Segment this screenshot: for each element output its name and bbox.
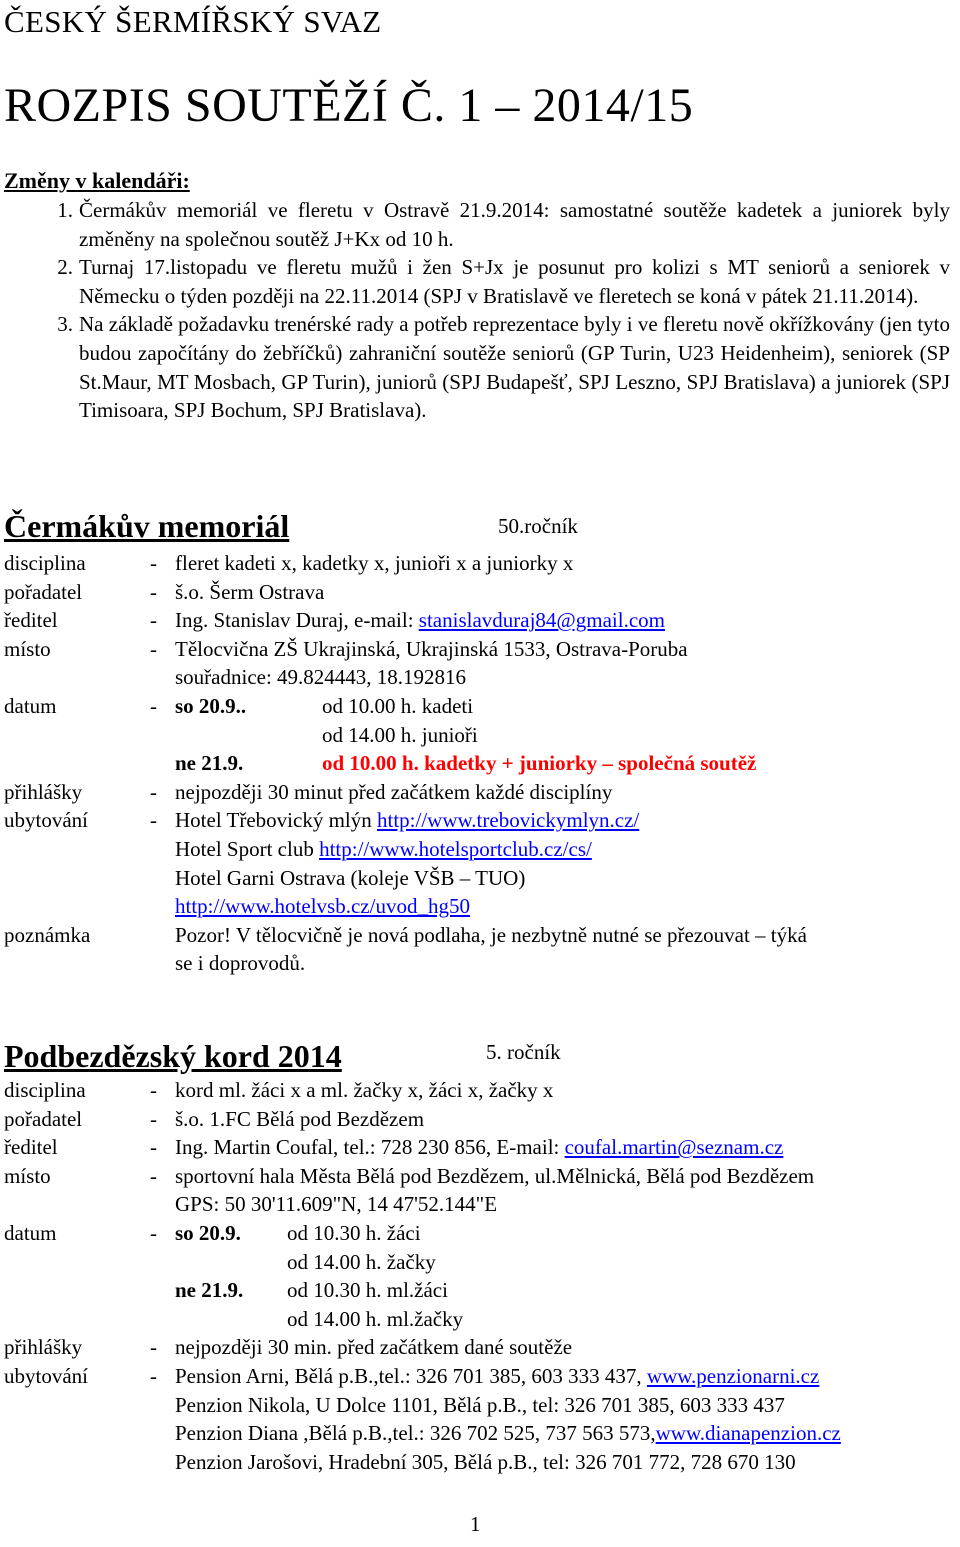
changes-list	[4, 196, 950, 425]
detail-row-poznamka	[4, 949, 960, 978]
detail-dash: -	[150, 1163, 157, 1188]
detail-label: místo	[4, 636, 51, 661]
hotel-name: Hotel Garni Ostrava (koleje VŠB – TUO)	[175, 865, 526, 890]
detail-value: souřadnice: 49.824443, 18.192816	[175, 665, 467, 690]
detail-row-misto-gps	[4, 1190, 960, 1219]
changes-heading: Změny v kalendáři:	[4, 168, 190, 193]
change-item	[4, 253, 950, 310]
kord-title: Podbezdězský kord 2014	[4, 1038, 342, 1074]
detail-row-ubytovani	[4, 1419, 960, 1448]
detail-row-poznamka	[4, 921, 960, 950]
detail-dash: -	[150, 551, 157, 575]
detail-dash: -	[150, 1220, 157, 1245]
hotel-name: Hotel Třebovický mlýn	[175, 808, 377, 833]
date-time: od 10.30 h. žáci	[287, 1220, 421, 1245]
date-day: ne 21.9.	[175, 1278, 244, 1303]
detail-row-ubytovani	[4, 1362, 960, 1391]
detail-row-datum	[4, 749, 960, 778]
detail-label: ubytování	[4, 808, 88, 833]
change-text: Čermákův memoriál ve fleretu v Ostravě 21.9.2014: samostatné soutěže kadetek a juniorek byly změněny na společnou soutěž J+Kx od 10 h.	[79, 198, 950, 251]
pension-name: Pension Arni, Bělá p.B.,tel.: 326 701 385, 603 333 437,	[175, 1363, 647, 1388]
date-day: ne 21.9.	[175, 751, 244, 776]
detail-row-misto	[4, 635, 960, 664]
detail-value: nejpozději 30 minut před začátkem každé disciplíny	[175, 779, 613, 804]
detail-row-reditel	[4, 606, 960, 635]
change-number: 2.	[57, 255, 73, 280]
organization-name: ČESKÝ ŠERMÍŘSKÝ SVAZ	[4, 4, 382, 39]
pension-link[interactable]: www.dianapenzion.cz	[655, 1421, 841, 1446]
date-day: so 20.9.	[175, 1220, 241, 1245]
director-email-link[interactable]: stanislavduraj84@gmail.com	[418, 608, 665, 633]
cermak-details	[4, 549, 960, 978]
detail-label: přihlášky	[4, 1335, 83, 1360]
date-day: so 20.9..	[175, 693, 247, 718]
detail-value: se i doprovodů.	[175, 951, 306, 976]
date-time: od 14.00 h. ml.žačky	[287, 1306, 464, 1331]
date-time-highlight: od 10.00 h. kadetky + juniorky – společná soutěž	[322, 751, 757, 776]
detail-row-ubytovani	[4, 835, 960, 864]
detail-value: š.o. 1.FC Bělá pod Bezdězem	[175, 1106, 425, 1131]
pension-name: Penzion Diana ,Bělá p.B.,tel.: 326 702 525, 737 563 573,	[175, 1421, 656, 1446]
detail-row-datum	[4, 692, 960, 721]
detail-row-disciplina	[4, 549, 960, 578]
detail-label: disciplina	[4, 551, 86, 575]
pension-link[interactable]: www.penzionarni.cz	[646, 1363, 820, 1388]
pension-name: Penzion Nikola, U Dolce 1101, Bělá p.B., tel: 326 701 385, 603 333 437	[175, 1392, 785, 1417]
change-number: 1.	[57, 198, 73, 222]
detail-row-disciplina	[4, 1076, 960, 1105]
kord-rocnik: 5. ročník	[486, 1040, 561, 1064]
change-text: Turnaj 17.listopadu ve fleretu mužů i žen S+Jx je posunut pro kolizi s MT seniorů a seniorek v Německu o týden později na 22.11.2014 (SPJ v Bratislavě ve fleretech se koná v pátek 21.11.2014).	[79, 255, 950, 308]
director-name: Ing. Stanislav Duraj, e-mail:	[175, 608, 419, 633]
detail-row-misto	[4, 1162, 960, 1191]
detail-row-poradatel	[4, 578, 960, 607]
detail-value: nejpozději 30 min. před začátkem dané soutěže	[175, 1335, 573, 1360]
detail-label: datum	[4, 693, 57, 718]
detail-dash: -	[150, 1078, 157, 1102]
detail-row-datum	[4, 721, 960, 750]
detail-row-datum	[4, 1219, 960, 1248]
date-time: od 10.00 h. kadeti	[322, 693, 474, 718]
date-time: od 14.00 h. junioři	[322, 722, 478, 747]
detail-dash: -	[150, 1335, 157, 1360]
detail-value: Tělocvična ZŠ Ukrajinská, Ukrajinská 1533, Ostrava-Poruba	[175, 636, 688, 661]
detail-label: místo	[4, 1163, 51, 1188]
detail-value: sportovní hala Města Bělá pod Bezdězem, ul.Mělnická, Bělá pod Bezdězem	[175, 1163, 815, 1188]
change-item	[4, 196, 950, 253]
detail-row-misto-gps	[4, 663, 960, 692]
detail-value: kord ml. žáci x a ml. žačky x, žáci x, žačky x	[175, 1078, 554, 1102]
detail-value: fleret kadeti x, kadetky x, junioři x a juniorky x	[175, 551, 574, 575]
detail-label: ředitel	[4, 608, 58, 633]
change-item	[4, 310, 950, 424]
detail-dash: -	[150, 1106, 157, 1131]
detail-dash: -	[150, 1363, 157, 1388]
date-time: od 10.30 h. ml.žáci	[287, 1278, 448, 1303]
detail-row-datum	[4, 1276, 960, 1305]
detail-row-ubytovani	[4, 1391, 960, 1420]
detail-label: ředitel	[4, 1135, 58, 1160]
detail-row-datum	[4, 1305, 960, 1334]
page-number: 1	[470, 1512, 481, 1536]
detail-row-poradatel	[4, 1105, 960, 1134]
pension-name: Penzion Jarošovi, Hradební 305, Bělá p.B., tel: 326 701 772, 728 670 130	[175, 1449, 796, 1474]
detail-dash: -	[150, 608, 157, 633]
detail-dash: -	[150, 579, 157, 604]
hotel-link[interactable]: http://www.hotelvsb.cz/uvod_hg50	[175, 894, 470, 919]
detail-row-ubytovani	[4, 1448, 960, 1477]
cermak-rocnik: 50.ročník	[498, 514, 578, 538]
detail-dash: -	[150, 808, 157, 833]
detail-row-datum	[4, 1248, 960, 1277]
cermak-title: Čermákův memoriál	[4, 508, 290, 544]
detail-value	[175, 1133, 960, 1162]
detail-row-ubytovani	[4, 892, 960, 921]
detail-dash: -	[150, 1135, 157, 1160]
detail-row-prihlasky	[4, 778, 960, 807]
director-email-link[interactable]: coufal.martin@seznam.cz	[564, 1135, 784, 1160]
detail-label: ubytování	[4, 1363, 88, 1388]
detail-label: pořadatel	[4, 579, 83, 604]
kord-details	[4, 1076, 960, 1476]
detail-row-prihlasky	[4, 1333, 960, 1362]
detail-dash: -	[150, 693, 157, 718]
change-text: Na základě požadavku trenérské rady a potřeb reprezentace byly i ve fleretu nově okřížkovány (jen tyto budou započítány do žebříčků) zahraniční soutěže seniorů (GP Turin, U23 Heidenheim), seniorek (SP St.Maur, MT Mosbach, GP Turin), juniorů (SPJ Budapešť, SPJ Leszno, SPJ Bratislava) a juniorek (SPJ Timisoara, SPJ Bochum, SPJ Bratislava).	[79, 312, 950, 423]
change-number: 3.	[57, 312, 73, 337]
detail-label: přihlášky	[4, 779, 83, 804]
detail-row-ubytovani	[4, 864, 960, 893]
detail-label: datum	[4, 1220, 57, 1245]
detail-label: disciplina	[4, 1078, 86, 1102]
detail-label: poznámka	[4, 922, 91, 947]
detail-value	[175, 606, 960, 635]
director-name: Ing. Martin Coufal, tel.: 728 230 856, E-mail:	[175, 1135, 565, 1160]
hotel-link[interactable]: http://www.hotelsportclub.cz/cs/	[319, 836, 592, 861]
hotel-name: Hotel Sport club	[175, 836, 320, 861]
detail-value: š.o. Šerm Ostrava	[175, 579, 325, 604]
detail-dash: -	[150, 636, 157, 661]
hotel-link[interactable]: http://www.trebovickymlyn.cz/	[377, 808, 640, 833]
document-title: ROZPIS SOUTĚŽÍ Č. 1 – 2014/15	[4, 79, 694, 132]
date-time: od 14.00 h. žačky	[287, 1249, 436, 1274]
detail-value: GPS: 50 30'11.609"N, 14 47'52.144"E	[175, 1192, 498, 1217]
detail-value: Pozor! V tělocvičně je nová podlaha, je nezbytně nutné se přezouvat – týká	[175, 922, 807, 947]
detail-label: pořadatel	[4, 1106, 83, 1131]
detail-row-reditel	[4, 1133, 960, 1162]
detail-row-ubytovani	[4, 806, 960, 835]
detail-dash: -	[150, 779, 157, 804]
